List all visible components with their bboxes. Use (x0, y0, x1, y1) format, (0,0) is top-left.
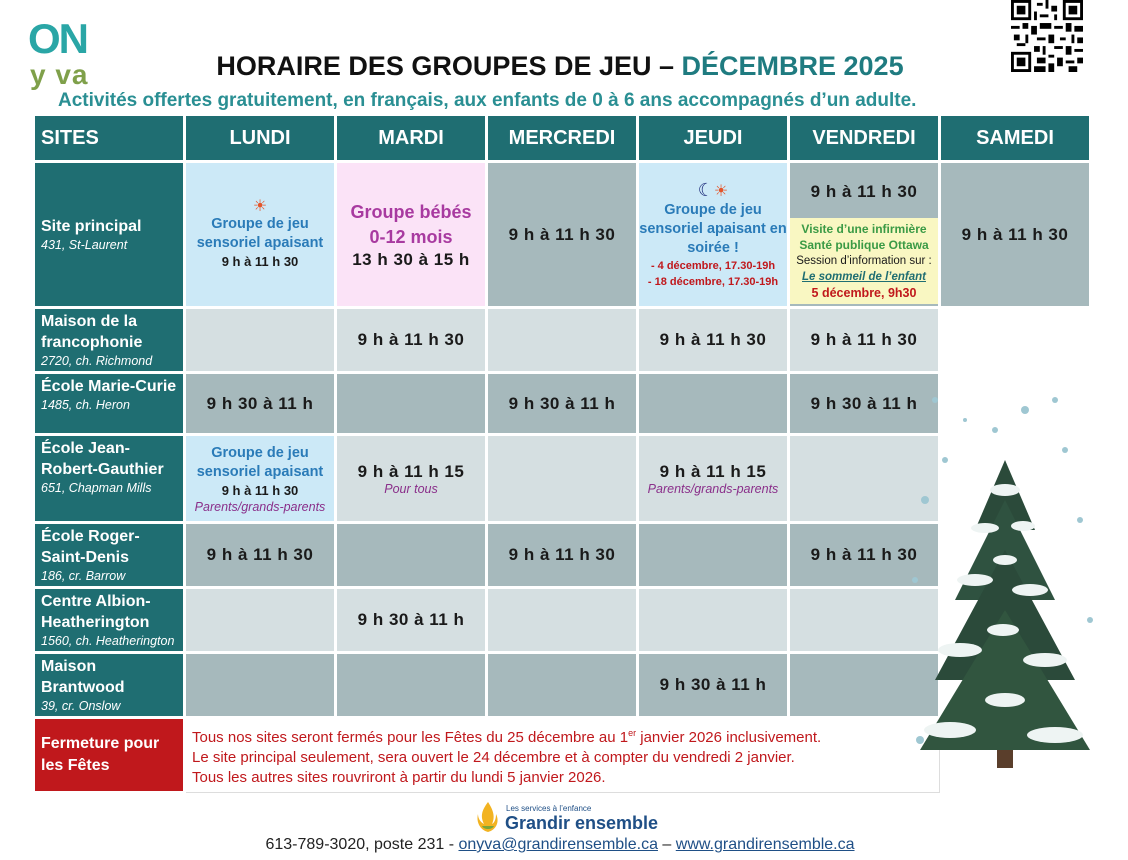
site-cell (34, 162, 185, 308)
empty-cell (940, 308, 1091, 373)
site-cell (34, 523, 185, 588)
moon-icon: ☾ (697, 179, 714, 200)
session-date: 5 décembre, 9h30 (811, 285, 917, 300)
site-cell (34, 435, 185, 523)
closure-line-3: Tous les autres sites rouvriront à partir du lundi 5 janvier 2026. (192, 769, 606, 786)
logo-top-text: ON (28, 15, 87, 62)
activity-subtitle: 0-12 mois (369, 226, 453, 247)
schedule-cell (638, 162, 789, 308)
activity-time: 9 h à 11 h 15 (659, 461, 767, 481)
schedule-cell: 9 h à 11 h 30 (940, 162, 1091, 308)
header-samedi: SAMEDI (940, 115, 1091, 162)
table-row (34, 308, 1091, 373)
closure-notice (185, 718, 940, 793)
page-subtitle: Activités offertes gratuitement, en français, aux enfants de 0 à 6 ans accompagnés d’un adulte. (58, 90, 917, 111)
header-row (34, 115, 1091, 162)
activity-title: Groupe de jeu sensoriel apaisant en soirée ! (639, 201, 787, 256)
schedule-cell (638, 435, 789, 523)
closure-line-1-end: janvier 2026 inclusivement. (636, 729, 822, 746)
schedule-cell (336, 435, 487, 523)
sunset-icon: ☀︎ (713, 182, 729, 200)
closure-line-2: Le site principal seulement, sera ouvert le 24 décembre et à compter du vendredi 2 janvier. (192, 749, 795, 766)
phone-text: 613-789-3020, poste 231 - (265, 836, 459, 853)
schedule-cell (638, 373, 789, 435)
site-address: 39, cr. Onslow (41, 699, 121, 713)
activity-title: Groupe bébés (350, 201, 472, 222)
website-link[interactable]: www.grandirensemble.ca (675, 836, 855, 853)
schedule-cell (185, 308, 336, 373)
header-mardi: MARDI (336, 115, 487, 162)
sunset-icon: ☀︎ (252, 197, 268, 215)
schedule-cell (336, 373, 487, 435)
logo-bottom-text: y va (30, 59, 89, 90)
header-mercredi: MERCREDI (487, 115, 638, 162)
schedule-cell (336, 162, 487, 308)
activity-time: 13 h 30 à 15 h (352, 249, 470, 269)
closure-label: Fermeture pour les Fêtes (34, 718, 185, 793)
activity-title: Groupe de jeu sensoriel apaisant (196, 215, 324, 251)
activity-note: Parents/grands-parents (194, 499, 326, 514)
site-cell (34, 588, 185, 653)
schedule-cell (638, 523, 789, 588)
site-address: 431, St-Laurent (41, 238, 128, 252)
activity-title: Groupe de jeu sensoriel apaisant (196, 444, 324, 480)
christmas-tree-icon (905, 380, 1105, 780)
separator: – (657, 836, 676, 853)
schedule-cell (336, 653, 487, 718)
schedule-cell (185, 162, 336, 308)
visit-title: Visite d’une infirmière Santé publique Ottawa (799, 221, 929, 252)
schedule-cell: 9 h à 11 h 30 (789, 523, 940, 588)
site-cell (34, 308, 185, 373)
schedule-cell (185, 435, 336, 523)
schedule-cell (789, 162, 940, 308)
page-title (0, 50, 1120, 82)
header-sites: SITES (34, 115, 185, 162)
site-name: École Jean-Robert-Gauthier (41, 440, 164, 478)
footer-contact (0, 836, 1120, 854)
activity-time: 9 h à 11 h 30 (810, 181, 918, 201)
activity-note: Parents/grands-parents (647, 481, 779, 496)
schedule-cell: 9 h 30 à 11 h (336, 588, 487, 653)
table-row (34, 162, 1091, 308)
header-vendredi: VENDREDI (789, 115, 940, 162)
schedule-cell (185, 588, 336, 653)
site-name: Centre Albion-Heatherington (41, 593, 151, 631)
site-cell (34, 373, 185, 435)
closure-sup: er (628, 728, 637, 738)
activity-note: Pour tous (384, 481, 438, 496)
schedule-cell: 9 h 30 à 11 h (185, 373, 336, 435)
schedule-cell (487, 435, 638, 523)
activity-time: 9 h à 11 h 30 (221, 253, 299, 269)
schedule-cell (487, 588, 638, 653)
site-address: 651, Chapman Mills (41, 481, 152, 495)
activity-time: 9 h à 11 h 15 (357, 461, 465, 481)
flame-logo-icon (474, 800, 502, 834)
title-month: DÉCEMBRE 2025 (681, 51, 904, 81)
schedule-cell: 9 h à 11 h 30 (336, 308, 487, 373)
site-address: 1560, ch. Heatherington (41, 634, 175, 648)
site-address: 2720, ch. Richmond (41, 354, 153, 368)
schedule-cell: 9 h à 11 h 30 (487, 523, 638, 588)
schedule-cell: 9 h 30 à 11 h (487, 373, 638, 435)
org-small-text: Les services à l’enfance (506, 804, 592, 813)
site-name: Maison de la francophonie (41, 313, 143, 351)
schedule-cell (185, 653, 336, 718)
schedule-cell (638, 588, 789, 653)
schedule-cell (487, 308, 638, 373)
activity-date: - 18 décembre, 17.30-19h (647, 275, 779, 288)
activity-date: - 4 décembre, 17.30-19h (650, 259, 776, 272)
closure-line-1-text: Tous nos sites seront fermés pour les Fêtes du 25 décembre au 1 (192, 729, 629, 746)
nurse-visit-box (790, 218, 938, 304)
title-main: HORAIRE DES GROUPES DE JEU – (216, 51, 682, 81)
schedule-cell: 9 h à 11 h 30 (185, 523, 336, 588)
schedule-cell: 9 h 30 à 11 h (789, 373, 940, 435)
site-name: Site principal (41, 218, 142, 235)
session-label: Session d’information sur : (796, 254, 932, 267)
schedule-cell (487, 653, 638, 718)
schedule-cell: 9 h à 11 h 30 (638, 308, 789, 373)
grandir-ensemble-logo (472, 800, 672, 836)
schedule-cell: 9 h à 11 h 30 (789, 308, 940, 373)
schedule-cell (336, 523, 487, 588)
site-name: École Roger-Saint-Denis (41, 528, 140, 566)
site-address: 1485, ch. Heron (41, 398, 130, 412)
schedule-cell: 9 h 30 à 11 h (638, 653, 789, 718)
email-link[interactable]: onyva@grandirensemble.ca (458, 836, 658, 853)
closure-line-1 (192, 723, 933, 748)
session-link[interactable]: Le sommeil de l’enfant (802, 270, 926, 283)
header-jeudi: JEUDI (638, 115, 789, 162)
site-cell (34, 653, 185, 718)
activity-time: 9 h à 11 h 30 (221, 482, 299, 498)
org-name: Grandir ensemble (505, 813, 659, 833)
site-address: 186, cr. Barrow (41, 569, 126, 583)
site-name: École Marie-Curie (41, 378, 177, 395)
header-lundi: LUNDI (185, 115, 336, 162)
site-name: Maison Brantwood (41, 658, 125, 696)
schedule-cell: 9 h à 11 h 30 (487, 162, 638, 308)
